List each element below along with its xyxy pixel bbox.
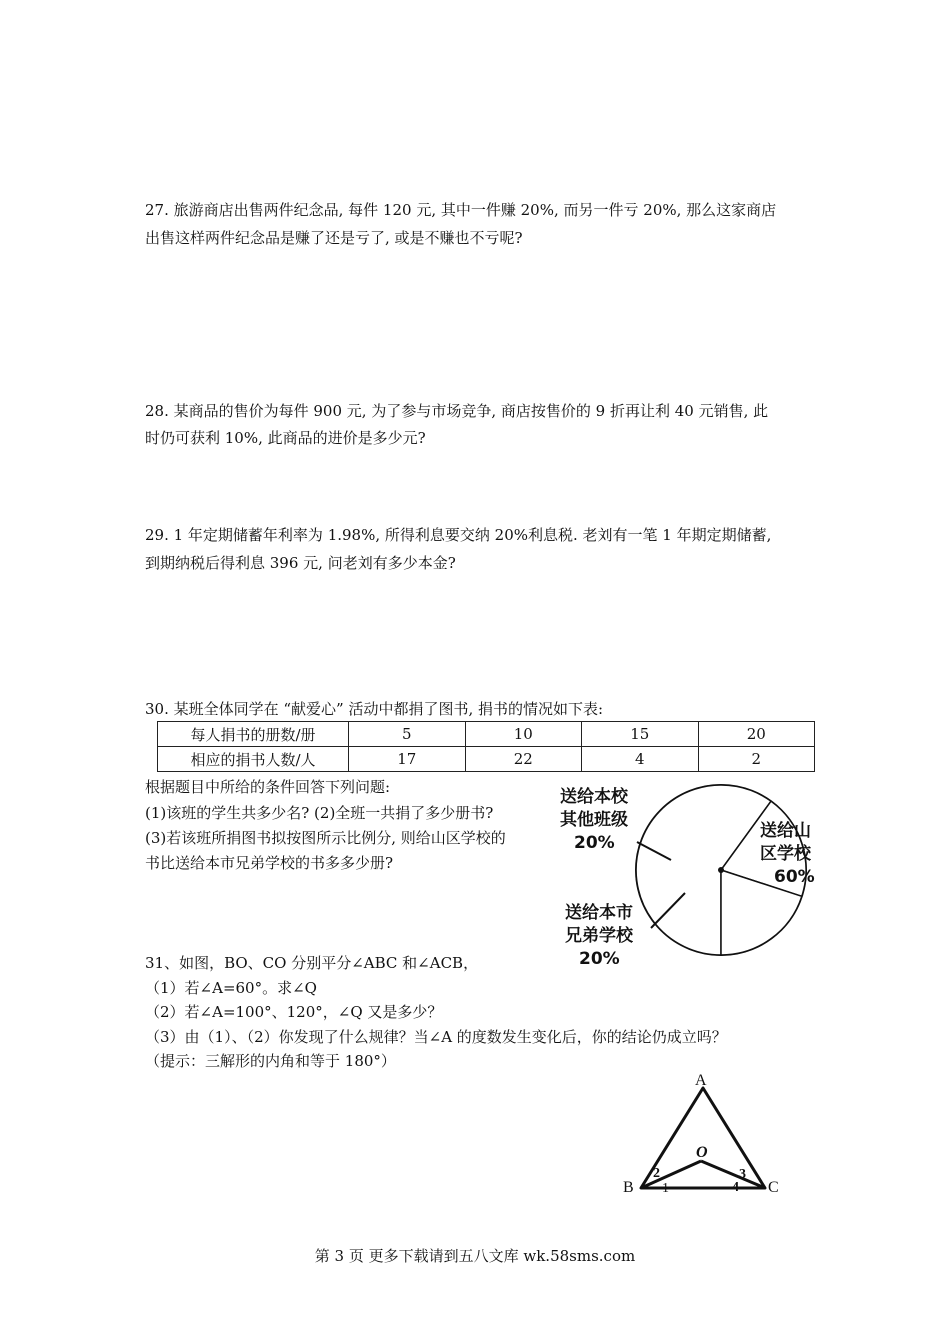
q27-line-1: 27. 旅游商店出售两件纪念品, 每件 120 元, 其中一件赚 20%, 而另一件亏 20%, 那么这家商店 [145, 201, 777, 219]
donation-pie-chart [555, 780, 815, 980]
q31-sub-2: （2）若∠A=100°、120°，∠Q 又是多少？ [145, 1003, 443, 1021]
q31-sub-3: （3）由（1）、（2）你发现了什么规律？当∠A 的度数发生变化后，你的结论仍成立吗？ [145, 1028, 727, 1046]
q30-prompt: 根据题目中所给的条件回答下列问题: [145, 778, 391, 796]
page-footer: 第 3 页 更多下载请到五八文库 wk.58sms.com [314, 1247, 636, 1265]
angle-4-label: 4 [732, 1180, 739, 1195]
pie-slice-label: 其他班级 [560, 810, 628, 830]
q27-line-2: 出售这样两件纪念品是赚了还是亏了, 或是不赚也不亏呢? [145, 229, 523, 247]
q30-intro: 30. 某班全体同学在 “献爱心” 活动中都捐了图书, 捐书的情况如下表: [145, 700, 604, 718]
table-cell: 2 [698, 747, 815, 772]
pie-slice-label: 兄弟学校 [565, 926, 633, 946]
table-cell: 15 [582, 722, 699, 747]
q31-intro: 31、如图，BO、CO 分别平分∠ABC 和∠ACB， [145, 954, 479, 972]
table-row-header: 相应的捐书人数/人 [158, 747, 349, 772]
table-cell: 17 [349, 747, 466, 772]
pie-slice-percent: 20% [574, 833, 615, 853]
angle-1-label: 1 [662, 1181, 669, 1196]
table-row-header: 每人捐书的册数/册 [158, 722, 349, 747]
angle-2-label: 2 [653, 1166, 660, 1181]
pie-slice-percent: 20% [579, 949, 620, 969]
table-cell: 22 [465, 747, 582, 772]
point-o-label: O [696, 1144, 708, 1161]
pie-center-dot [718, 867, 724, 873]
q30-sub-1-2: (1)该班的学生共多少名? (2)全班一共捐了多少册书? [145, 804, 494, 822]
pie-slice-percent: 60% [774, 867, 815, 887]
vertex-b-label: B [623, 1179, 634, 1196]
vertex-c-label: C [768, 1179, 779, 1196]
table-cell: 10 [465, 722, 582, 747]
q31-sub-1: （1）若∠A=60°。求∠Q [145, 979, 317, 997]
q28-line-1: 28. 某商品的售价为每件 900 元, 为了参与市场竞争, 商店按售价的 9 折再让利 40 元销售, 此 [145, 402, 769, 420]
table-cell: 4 [582, 747, 699, 772]
angle-3-label: 3 [739, 1167, 746, 1182]
pie-slice-label: 区学校 [760, 844, 811, 864]
pie-slice-label: 送给本校 [560, 787, 628, 807]
table-cell: 5 [349, 722, 466, 747]
triangle-figure [618, 1068, 788, 1203]
q30-sub-3-line-2: 书比送给本市兄弟学校的书多多少册? [145, 854, 394, 872]
q29-line-2: 到期纳税后得利息 396 元, 问老刘有多少本金? [145, 554, 456, 572]
q29-line-1: 29. 1 年定期储蓄年利率为 1.98%, 所得利息要交纳 20%利息税. 老刘有一笔 1 年期定期储蓄, [145, 526, 772, 544]
q30-sub-3-line-1: (3)若该班所捐图书拟按图所示比例分, 则给山区学校的 [145, 829, 506, 847]
pie-slice-label: 送给山 [760, 821, 811, 841]
q28-line-2: 时仍可获利 10%, 此商品的进价是多少元? [145, 429, 426, 447]
table-row [158, 722, 815, 747]
pie-slice-label: 送给本市 [565, 903, 633, 923]
book-donation-table [157, 721, 815, 772]
q31-hint: （提示：三解形的内角和等于 180°） [145, 1052, 396, 1070]
table-row [158, 747, 815, 772]
table-cell: 20 [698, 722, 815, 747]
vertex-a-label: A [695, 1072, 707, 1089]
